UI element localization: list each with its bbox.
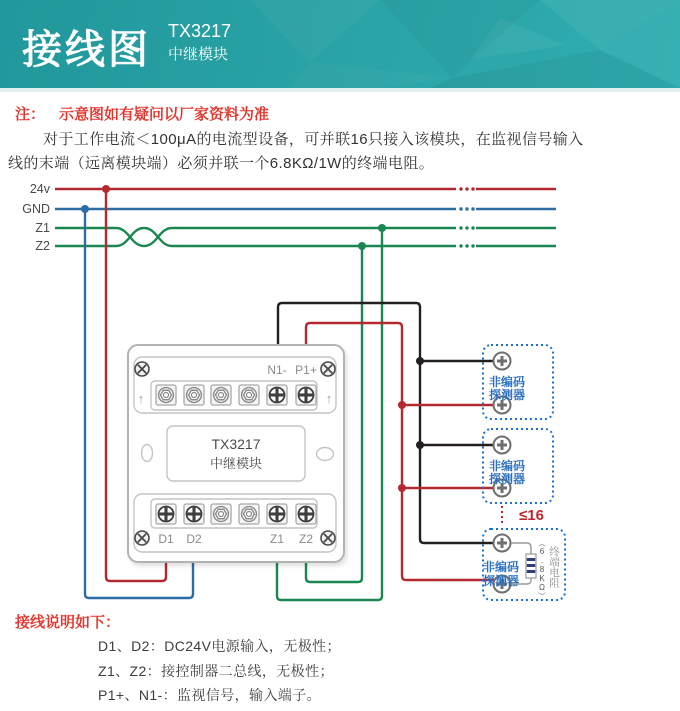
corner-screw-icon xyxy=(135,362,149,376)
detector-label-line1: 非编码 xyxy=(488,459,526,473)
detector-1 xyxy=(483,345,553,419)
terminal-label-z2: Z2 xyxy=(298,532,314,546)
legend-heading: 接线说明如下： xyxy=(15,614,121,631)
corner-screw-icon xyxy=(135,531,149,545)
product-model: TX3217 xyxy=(168,21,232,41)
resistor-label: 终端电阻 xyxy=(548,546,560,588)
note-prefix: 注： xyxy=(15,106,46,123)
bus-wire-24v xyxy=(55,187,556,190)
terminal-label-n1: N1- xyxy=(267,363,287,377)
detector-label-line2: 探测器 xyxy=(482,574,520,588)
bus-label-gnd: GND xyxy=(22,202,50,216)
junction-z2 xyxy=(358,242,366,250)
phillips-terminal-icon xyxy=(267,385,287,405)
bus-label-z1: Z1 xyxy=(35,221,50,235)
bus-label-24v: 24v xyxy=(29,182,50,196)
mounting-hole xyxy=(142,445,153,462)
detector-label-line2: 探测器 xyxy=(488,388,526,402)
detector-label-line2: 探测器 xyxy=(488,472,526,486)
product-name: 中继模块 xyxy=(168,46,229,63)
bus-wire-gnd xyxy=(55,207,556,210)
junction-24v xyxy=(102,185,110,193)
detector-terminal-icon xyxy=(494,353,511,370)
legend-item-d: D1、D2：DC24V电源输入，无极性； xyxy=(98,638,341,654)
junction-gnd xyxy=(81,205,89,213)
note-body-line1: 对于工作电流＜100μA的电流型设备，可并联16只接入该模块，在监视信号输入 xyxy=(43,131,584,148)
phillips-terminal-icon xyxy=(296,504,316,524)
hex-terminal-icon xyxy=(239,385,259,405)
terminal-label-z1: Z1 xyxy=(269,532,285,546)
up-arrow-icon: ↑ xyxy=(325,391,333,406)
module-name: 中继模块 xyxy=(209,456,263,471)
hex-terminal-icon xyxy=(211,385,231,405)
detector-terminal-icon xyxy=(494,437,511,454)
terminal-label-d1: D1 xyxy=(158,532,174,546)
mounting-hole xyxy=(317,448,334,461)
phillips-terminal-icon xyxy=(156,504,176,524)
corner-screw-icon xyxy=(321,531,335,545)
detector-terminal-icon xyxy=(494,535,511,552)
hex-terminal-icon xyxy=(156,385,176,405)
relay-module xyxy=(128,345,344,562)
bus-label-z2: Z2 xyxy=(35,239,50,253)
detector-label-line1: 非编码 xyxy=(482,560,520,574)
terminal-label-p1: P1+ xyxy=(295,363,317,377)
phillips-terminal-icon xyxy=(184,504,204,524)
up-arrow-icon: ↑ xyxy=(137,391,145,406)
detector-3 xyxy=(483,529,565,600)
phillips-terminal-icon xyxy=(296,385,316,405)
bus-wire-z2 xyxy=(55,228,556,248)
corner-screw-icon xyxy=(321,362,335,376)
detector-label-line1: 非编码 xyxy=(488,375,526,389)
resistor-value: （6.8KΩ） xyxy=(537,539,547,600)
phillips-terminal-icon xyxy=(267,504,287,524)
terminal-label-d2: D2 xyxy=(186,532,202,546)
note-body-line2: 线的末端（远离模块端）必须并联一个6.8KΩ/1W的终端电阻。 xyxy=(8,155,435,172)
hex-terminal-icon xyxy=(184,385,204,405)
legend-item-p: P1+、N1-：监视信号，输入端子。 xyxy=(98,687,322,703)
legend-item-z: Z1、Z2：接控制器二总线，无极性； xyxy=(98,663,334,679)
hex-terminal-icon xyxy=(239,504,259,524)
junction-z1 xyxy=(378,224,386,232)
module-model: TX3217 xyxy=(211,436,261,452)
page-title: 接线图 xyxy=(22,28,151,72)
note-warning: 示意图如有疑问以厂家资料为准 xyxy=(59,106,270,123)
detector-2 xyxy=(483,429,553,503)
detector-count-note: ≤16 xyxy=(519,507,544,524)
hex-terminal-icon xyxy=(211,504,231,524)
